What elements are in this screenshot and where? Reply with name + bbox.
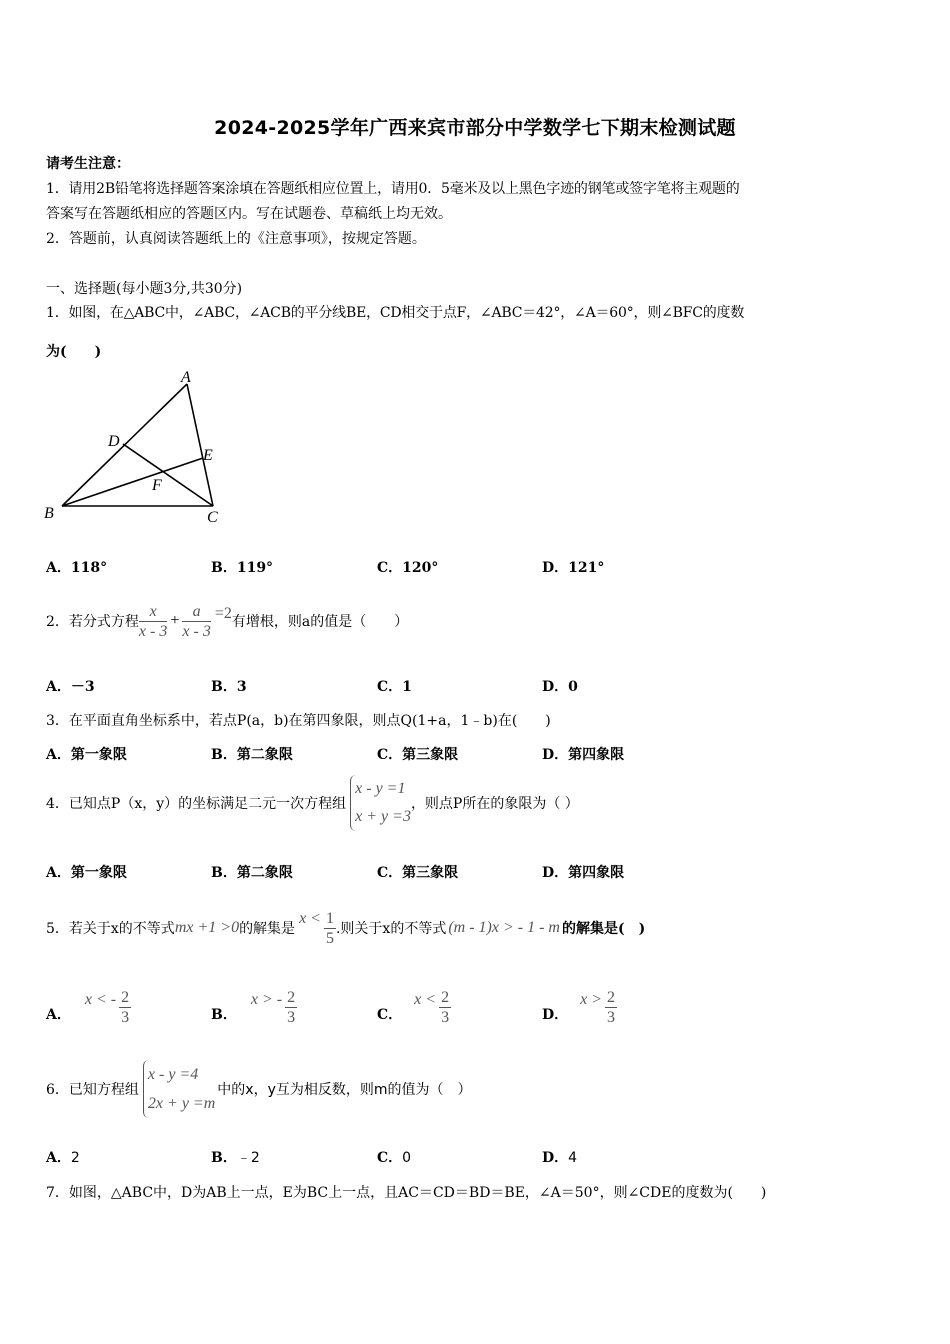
- q5-solution-denominator: 5: [325, 929, 334, 947]
- q5-option-b-numerator: 2: [287, 988, 296, 1006]
- q2-option-c[interactable]: C．1: [377, 679, 412, 695]
- q5-option-a-letter: A．: [46, 1007, 71, 1023]
- q2-option-a[interactable]: A．－3: [46, 679, 95, 695]
- q5-prefix: 5．若关于x的不等式: [46, 921, 175, 937]
- q6-option-b-letter: B．: [211, 1150, 237, 1166]
- label-c: C: [207, 509, 218, 526]
- q5-option-d-denominator: 3: [607, 1008, 616, 1026]
- q6-option-b-value: ﹣2: [236, 1150, 260, 1166]
- q4-prefix: 4．已知点P（x，y）的坐标满足二元一次方程组: [46, 796, 347, 812]
- q2-fraction-1-numerator: x: [139, 602, 167, 622]
- q6-option-d[interactable]: [542, 1147, 577, 1167]
- label-a: A: [181, 369, 191, 386]
- notice-heading: 请考生注意：: [46, 156, 130, 172]
- q1-text-line-2: 为( ): [46, 344, 102, 360]
- q7-text: 7．如图，△ABC中，D为AB上一点，E为BC上一点，且AC＝CD＝BD＝BE，∠A＝50°，则∠CDE的度数为( ): [46, 1185, 767, 1201]
- q4-suffix: ，则点P所在的象限为（ ）: [410, 796, 579, 812]
- q2-option-b[interactable]: B．3: [211, 679, 247, 695]
- label-f: F: [152, 477, 162, 494]
- q4-option-c[interactable]: C．第三象限: [377, 865, 459, 881]
- q6-option-d-letter: D．: [542, 1150, 569, 1166]
- q3-option-b[interactable]: B．第二象限: [211, 747, 293, 763]
- q5-option-a-denominator: 3: [121, 1008, 130, 1026]
- q5-option-c-letter: C．: [377, 1007, 403, 1023]
- q2-fraction-2-denominator: x - 3: [182, 622, 211, 640]
- q5-option-d-letter: D．: [542, 1007, 569, 1023]
- q5-option-c-lhs: x <: [414, 991, 437, 1008]
- q6-suffix: 中的x，y互为相反数，则m的值为（ ）: [217, 1082, 472, 1098]
- q5-option-b[interactable]: [211, 978, 297, 1036]
- notice-item-1-line-2: 答案写在答题纸相应的答题区内。写在试题卷、草稿纸上均无效。: [46, 206, 452, 222]
- q5-middle-2: .则关于x的不等式: [335, 921, 447, 937]
- q1-option-a[interactable]: A．118°: [46, 560, 108, 576]
- q5-option-c-numerator: 2: [441, 988, 450, 1006]
- label-e: E: [203, 447, 213, 464]
- bisector-cd: [123, 444, 213, 506]
- q2-rhs: =2: [214, 605, 232, 622]
- q6-equation-2: 2x + y =m: [147, 1095, 216, 1112]
- q6-option-d-value: 4: [568, 1150, 578, 1166]
- q6-option-a-letter: A．: [46, 1150, 71, 1166]
- q3-option-c[interactable]: C．第三象限: [377, 747, 459, 763]
- q5-solution-lhs: x <: [299, 910, 321, 927]
- q5-option-c-fraction: [439, 988, 451, 1027]
- q4-equation-2: x + y =3: [355, 808, 411, 825]
- q6-option-a-value: 2: [70, 1150, 80, 1166]
- q6-option-a[interactable]: [46, 1147, 80, 1167]
- notice-item-2: 2．答题前，认真阅读答题纸上的《注意事项》，按规定答题。: [46, 231, 426, 247]
- q3-option-a[interactable]: A．第一象限: [46, 747, 127, 763]
- q6-option-b[interactable]: [211, 1147, 260, 1167]
- side-ac: [187, 384, 213, 506]
- q1-option-c[interactable]: C．120°: [377, 560, 439, 576]
- q5-option-a[interactable]: [46, 978, 131, 1036]
- q5-inequality-1: mx +1 >0: [174, 919, 240, 936]
- q5-option-d[interactable]: [542, 978, 617, 1036]
- q1-option-b[interactable]: B．119°: [211, 560, 274, 576]
- q4-equation-system: [350, 775, 411, 831]
- q5-option-b-letter: B．: [211, 1007, 237, 1023]
- label-b: B: [44, 505, 54, 522]
- q2-plus: +: [170, 612, 180, 629]
- q3-text: 3．在平面直角坐标系中，若点P(a，b)在第四象限，则点Q(1+a，1﹣b)在( ): [46, 713, 551, 729]
- q4-option-a[interactable]: A．第一象限: [46, 865, 127, 881]
- q5-option-c[interactable]: [377, 978, 451, 1036]
- q6-equation-1: x - y =4: [147, 1066, 199, 1083]
- q6-option-c-value: 0: [402, 1150, 412, 1166]
- q2-option-d[interactable]: D．0: [542, 679, 578, 695]
- q2-row: [46, 590, 408, 652]
- q5-option-b-denominator: 3: [287, 1008, 296, 1026]
- section-heading: 一、选择题(每小题3分,共30分): [46, 281, 243, 297]
- q6-prefix: 6．已知方程组: [46, 1082, 139, 1098]
- q2-prefix: 2．若分式方程: [46, 614, 139, 630]
- q5-middle: 的解集是: [239, 921, 296, 937]
- triangle-figure: [40, 366, 230, 528]
- q5-option-a-lhs: x < -: [84, 991, 117, 1008]
- q2-fraction-1-denominator: x - 3: [138, 622, 168, 640]
- q6-option-c[interactable]: [377, 1147, 411, 1167]
- q2-fraction-2: [182, 602, 210, 641]
- q3-option-d[interactable]: D．第四象限: [542, 747, 625, 763]
- q5-option-c-denominator: 3: [441, 1008, 450, 1026]
- q5-solution-fraction: [324, 909, 336, 948]
- q5-option-d-lhs: x >: [580, 991, 603, 1008]
- q1-option-d[interactable]: D．121°: [542, 560, 605, 576]
- q5-option-d-fraction: [605, 988, 617, 1027]
- bisector-be: [62, 458, 203, 506]
- page-title: 2024-2025学年广西来宾市部分中学数学七下期末检测试题: [214, 117, 736, 139]
- q5-option-a-fraction: [119, 988, 131, 1027]
- q6-option-c-letter: C．: [377, 1150, 403, 1166]
- q5-suffix: 的解集是( ): [561, 921, 646, 937]
- q6-equation-system: [143, 1060, 215, 1118]
- q4-equation-1: x - y =1: [355, 780, 406, 797]
- label-d: D: [108, 433, 120, 450]
- q1-text-line-1: 1．如图，在△ABC中，∠ABC，∠ACB的平分线BE，CD相交于点F，∠ABC＝42°，∠A＝60°，则∠BFC的度数: [46, 305, 745, 321]
- q5-solution-numerator: 1: [325, 909, 334, 927]
- q5-option-a-numerator: 2: [121, 988, 130, 1006]
- q5-row: [46, 890, 645, 966]
- q5-inequality-2: (m - 1)x > - 1 - m: [448, 919, 560, 936]
- q2-fraction-1: [139, 602, 167, 641]
- q4-row: [46, 774, 579, 832]
- q5-option-b-fraction: [285, 988, 297, 1027]
- notice-item-1-line-1: 1．请用2B铅笔将选择题答案涂填在答题纸相应位置上，请用0．5毫米及以上黑色字迹的钢笔或签字笔将主观题的: [46, 181, 740, 197]
- q4-option-b[interactable]: B．第二象限: [211, 865, 293, 881]
- q2-fraction-2-numerator: a: [182, 602, 210, 622]
- q2-suffix: 有增根，则a的值是（ ）: [231, 614, 409, 630]
- q4-option-d[interactable]: D．第四象限: [542, 865, 625, 881]
- q5-option-d-numerator: 2: [607, 988, 616, 1006]
- q5-option-b-lhs: x > -: [250, 991, 283, 1008]
- q6-row: [46, 1059, 472, 1119]
